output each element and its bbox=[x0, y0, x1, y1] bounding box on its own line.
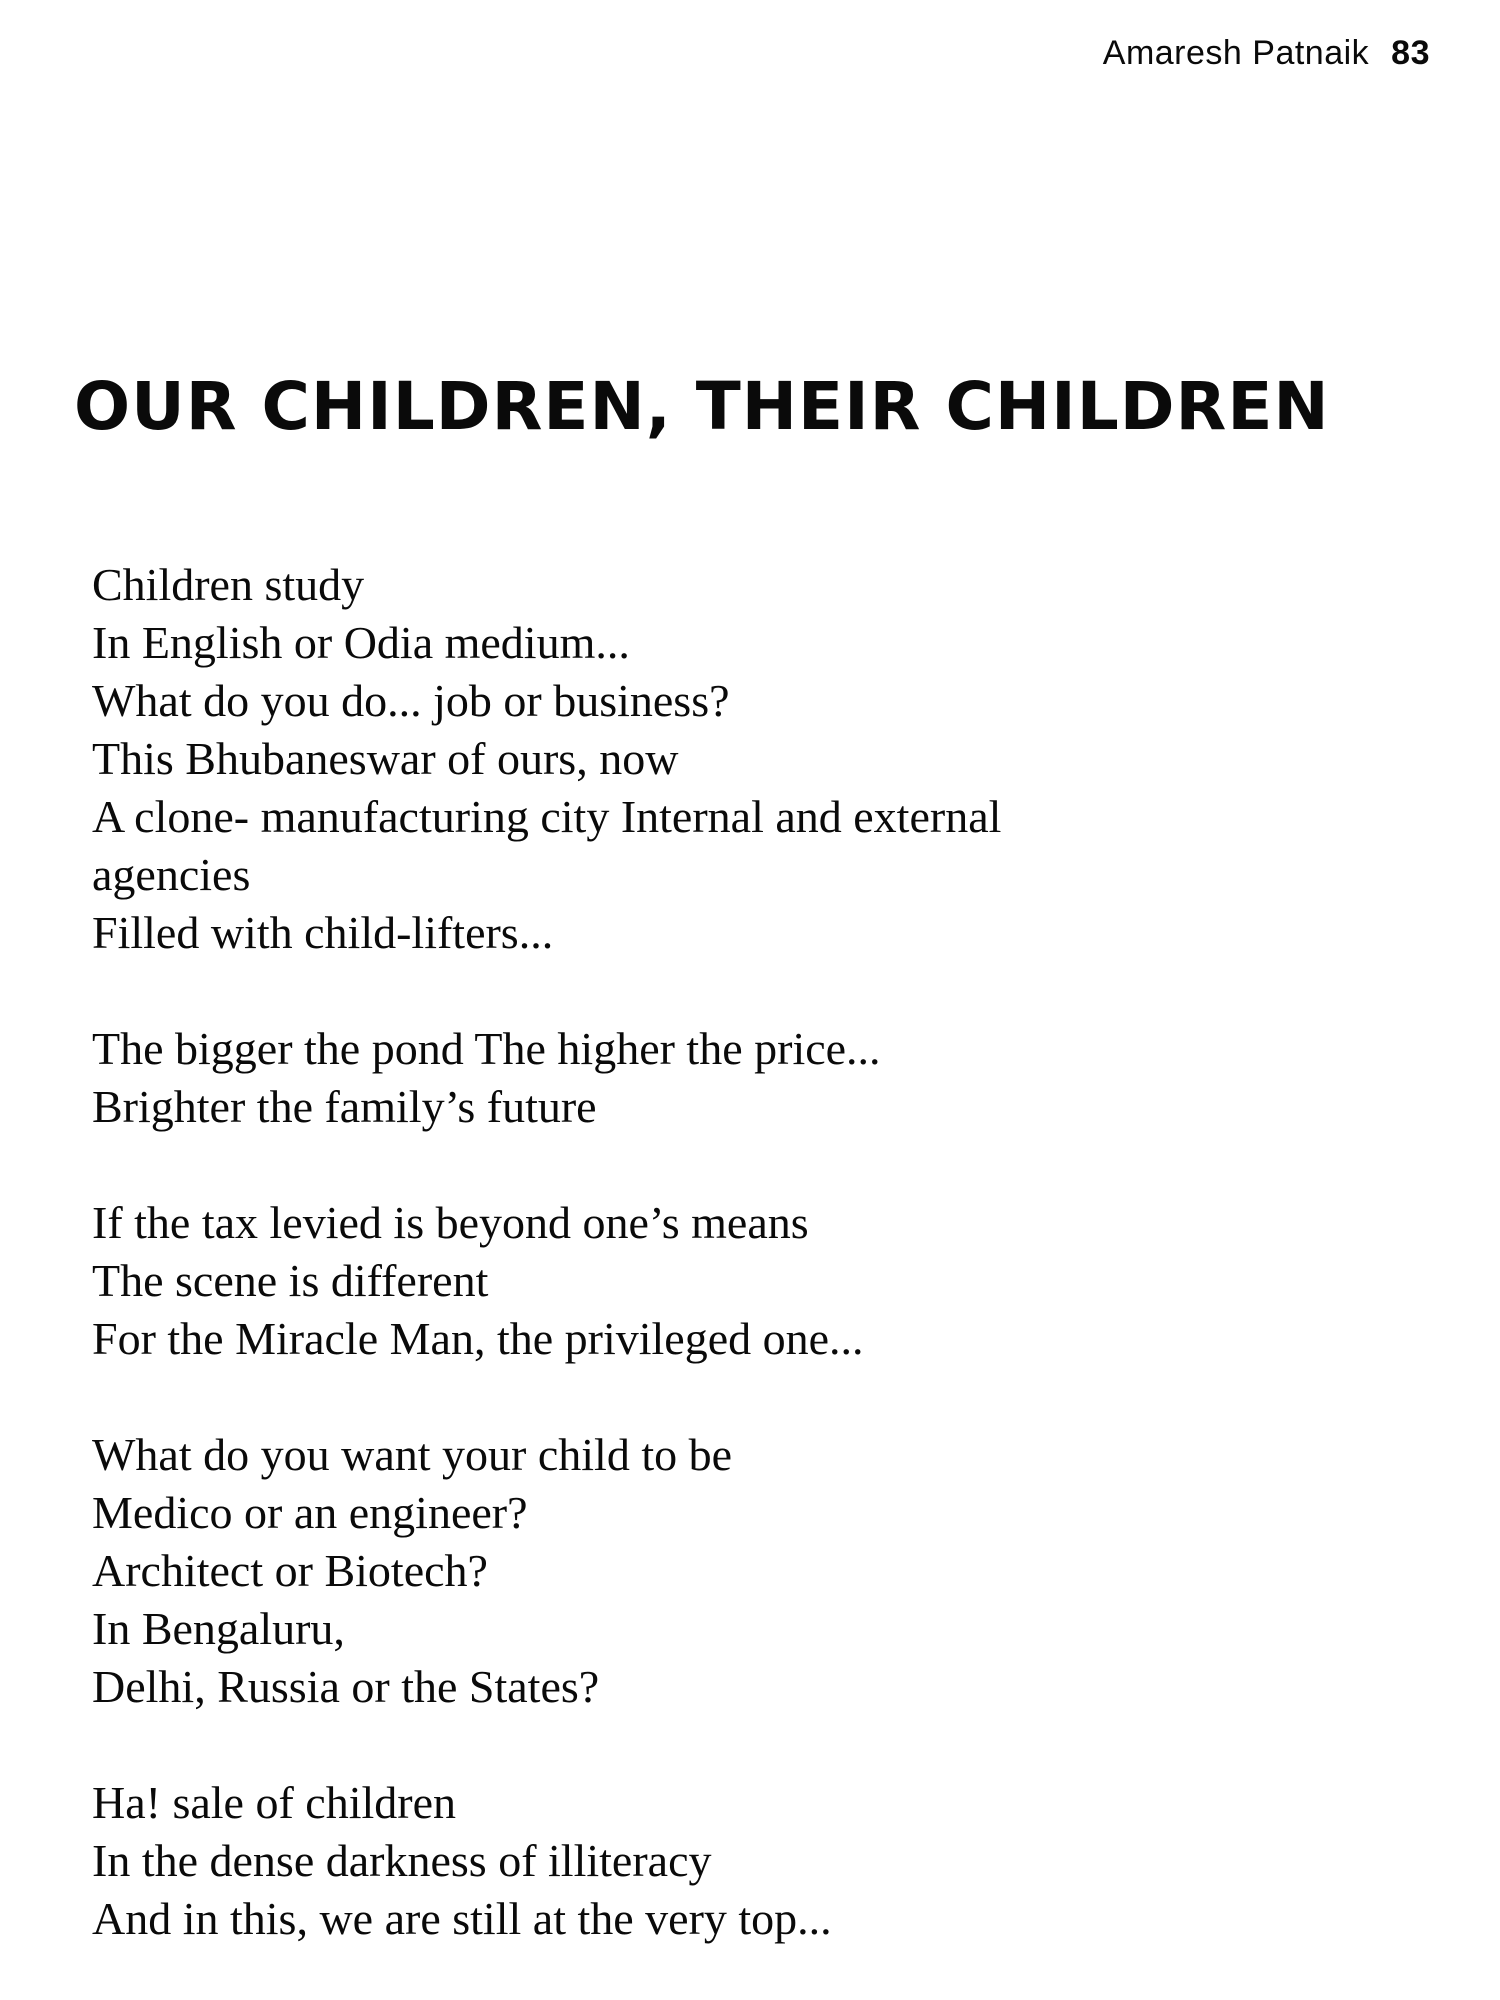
poem-body bbox=[92, 556, 1432, 1948]
poem-line: Delhi, Russia or the States? bbox=[92, 1661, 600, 1712]
running-head bbox=[1103, 34, 1430, 73]
poem-line: What do you want your child to be bbox=[92, 1429, 733, 1480]
poem-line: The scene is different bbox=[92, 1255, 489, 1306]
poem-line: For the Miracle Man, the privileged one... bbox=[92, 1313, 864, 1364]
stanza-4 bbox=[92, 1426, 1432, 1716]
poem-line: The bigger the pond The higher the price... bbox=[92, 1023, 881, 1074]
poem-line: In English or Odia medium... bbox=[92, 617, 630, 668]
stanza-2 bbox=[92, 1020, 1432, 1136]
poem-title: OUR CHILDREN, THEIR CHILDREN bbox=[74, 368, 1330, 445]
poem-line: This Bhubaneswar of ours, now bbox=[92, 733, 679, 784]
poem-line: agencies bbox=[92, 849, 251, 900]
poem-line: What do you do... job or business? bbox=[92, 675, 730, 726]
poem-line: In Bengaluru, bbox=[92, 1603, 345, 1654]
stanza-3 bbox=[92, 1194, 1432, 1368]
poem-line: Ha! sale of children bbox=[92, 1777, 457, 1828]
poem-line: In the dense darkness of illiteracy bbox=[92, 1835, 712, 1886]
poem-line: Brighter the family’s future bbox=[92, 1081, 597, 1132]
poem-line: And in this, we are still at the very top... bbox=[92, 1893, 832, 1944]
stanza-5 bbox=[92, 1774, 1432, 1948]
poem-line: A clone- manufacturing city Internal and external bbox=[92, 791, 1002, 842]
running-head-author: Amaresh Patnaik bbox=[1102, 34, 1370, 72]
poem-line: Medico or an engineer? bbox=[92, 1487, 528, 1538]
page-number: 83 bbox=[1391, 34, 1430, 72]
stanza-1 bbox=[92, 556, 1432, 962]
poem-line: If the tax levied is beyond one’s means bbox=[92, 1197, 809, 1248]
poem-line: Children study bbox=[92, 559, 365, 610]
poem-line: Architect or Biotech? bbox=[92, 1545, 488, 1596]
poem-line: Filled with child-lifters... bbox=[92, 907, 554, 958]
